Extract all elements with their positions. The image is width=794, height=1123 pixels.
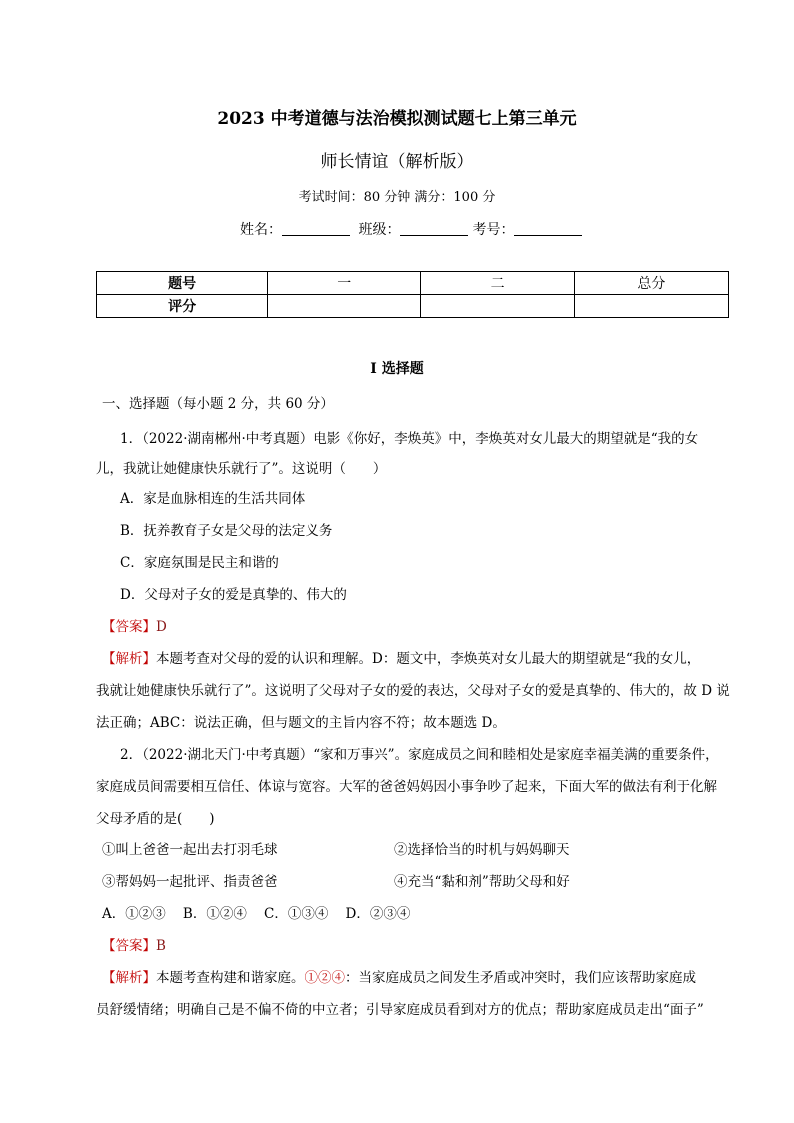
q2-analysis-line (102, 966, 696, 986)
page-title: 2023 中考道德与法治模拟测试题七上第三单元 (217, 109, 577, 129)
q2-choice: C．①③④ (264, 906, 329, 922)
table-cell: 题号 (97, 272, 268, 295)
student-info (240, 219, 586, 239)
table-cell: 二 (421, 272, 574, 295)
q2-item: ②选择恰当的时机与妈妈聊天 (394, 842, 570, 858)
analysis-tag: 【解析】 (102, 970, 156, 986)
q1-analysis-line (102, 647, 700, 667)
q1-stem-line: 儿，我就让她健康快乐就行了”。这说明（ ） (96, 461, 387, 477)
answer-value: D (156, 619, 167, 635)
name-blank[interactable] (282, 221, 350, 236)
score-input-cell[interactable] (268, 295, 421, 318)
q2-item: ④充当“黏和剂”帮助父母和好 (394, 874, 570, 890)
analysis-text: ：当家庭成员之间发生矛盾或冲突时，我们应该帮助家庭成 (345, 970, 696, 986)
q1-option: B．抚养教育子女是父母的法定义务 (120, 523, 333, 539)
q1-option: D．父母对子女的爱是真挚的、伟大的 (120, 587, 347, 603)
class-blank[interactable] (400, 221, 468, 236)
score-table-row (97, 295, 729, 318)
q2-stem-line: 父母矛盾的是( ) (96, 811, 215, 827)
name-label: 姓名： (240, 222, 282, 238)
q2-choice: B．①②④ (182, 906, 247, 922)
q2-item: ①叫上爸爸一起出去打羽毛球 (102, 842, 278, 858)
table-cell: 一 (268, 272, 421, 295)
answer-tag: 【答案】 (102, 619, 156, 635)
q2-stem-line: 2．（2022·湖北天门·中考真题）“家和万事兴”。家庭成员之间和睦相处是家庭幸福美满的重要条件， (120, 747, 719, 763)
exam-no-blank[interactable] (514, 221, 582, 236)
table-cell: 总分 (574, 272, 728, 295)
q1-option: C．家庭氛围是民主和谐的 (120, 555, 279, 571)
table-cell: 评分 (97, 295, 268, 318)
q1-analysis-line: 法正确；ABC：说法正确，但与题文的主旨内容不符；故本题选 D。 (96, 715, 506, 731)
q2-choice: A．①②③ (102, 906, 166, 922)
score-table (96, 271, 729, 318)
q2-analysis-line: 员舒缓情绪；明确自己是不偏不倚的中立者；引导家庭成员看到对方的优点；帮助家庭成员走出“面子” (96, 1002, 704, 1018)
q2-choice: D．②③④ (345, 906, 411, 922)
q2-choices (102, 902, 410, 922)
part-heading: 一、选择题（每小题 2 分，共 60 分） (102, 396, 334, 412)
analysis-text: 本题考查构建和谐家庭。 (156, 970, 305, 986)
exam-meta: 考试时间：80 分钟 满分：100 分 (298, 190, 496, 205)
analysis-highlight: ①②④ (304, 970, 345, 986)
q1-analysis-line: 我就让她健康快乐就行了”。这说明了父母对子女的爱的表达，父母对子女的爱是真挚的、伟大的，故 D 说 (96, 683, 730, 699)
q2-stem-line: 家庭成员间需要相互信任、体谅与宽容。大军的爸爸妈妈因小事争吵了起来，下面大军的做法有利于化解 (96, 779, 717, 795)
class-label: 班级： (358, 222, 401, 238)
score-table-row (97, 272, 729, 295)
analysis-text: 本题考查对父母的爱的认识和理解。D：题文中，李焕英对女儿最大的期望就是“我的女儿， (156, 651, 701, 667)
exam-no-label: 考号： (472, 222, 515, 238)
page-subtitle: 师长情谊（解析版） (320, 152, 474, 172)
analysis-tag: 【解析】 (102, 651, 156, 667)
q1-answer (102, 615, 167, 635)
score-input-cell[interactable] (421, 295, 574, 318)
q2-item: ③帮妈妈一起批评、指责爸爸 (102, 874, 278, 890)
q2-answer (102, 934, 166, 954)
answer-value: B (156, 938, 166, 954)
answer-tag: 【答案】 (102, 938, 156, 954)
q1-option: A．家是血脉相连的生活共同体 (120, 491, 306, 507)
section-title: I 选择题 (370, 361, 424, 377)
q1-stem-line: 1．（2022·湖南郴州·中考真题）电影《你好，李焕英》中，李焕英对女儿最大的期望就是“我的女 (120, 431, 699, 447)
score-input-cell[interactable] (574, 295, 728, 318)
